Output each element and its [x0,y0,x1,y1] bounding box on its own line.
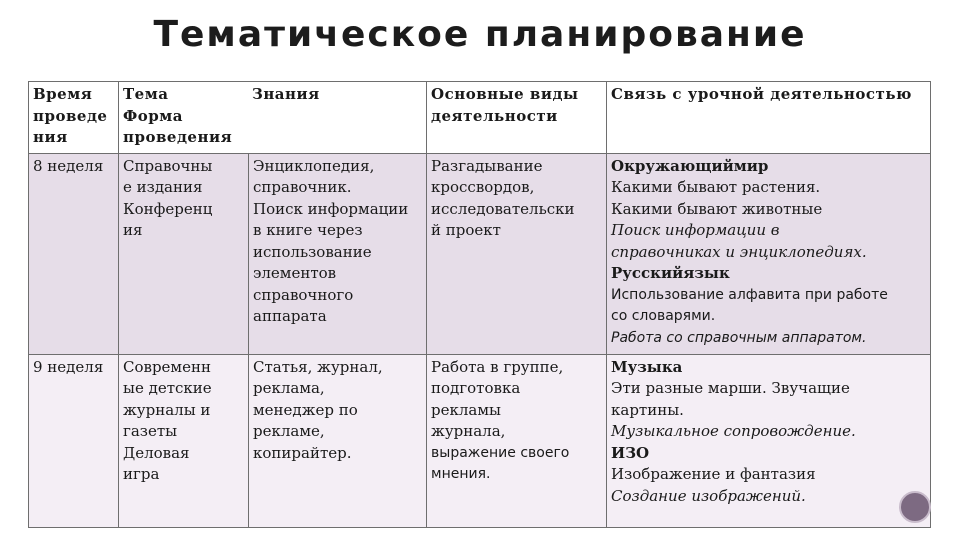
link-line: Поиск информации в справочниках и энциклопедиях. [611,221,867,261]
cell-time: 9 неделя [29,354,119,527]
cell-topic: Справочны е издания Конференц ия [119,153,249,354]
table-row [29,354,931,527]
link-line: Использование алфавита при работе со словарями. [611,286,888,324]
link-line: Музыка [611,357,683,376]
link-line: Работа со справочным аппаратом. [611,329,867,346]
page-title: Тематическое планирование [153,14,807,55]
header-time: Время проведе ния [29,82,119,154]
header-link: Связь с урочной деятельностью [607,82,931,154]
link-line: Изображение и фантазия [611,465,816,483]
slide-nav-circle[interactable] [899,491,931,523]
cell-knowledge: Энциклопедия, справочник. Поиск информации в книге через использование элементов справочного аппарата [249,153,427,354]
cell-topic: Современн ые детские журналы и газеты Деловая игра [119,354,249,527]
cell-time: 8 неделя [29,153,119,354]
cell-activities: Разгадывание кроссвордов, исследовательски й проект [427,153,607,354]
header-topic-knowledge [119,82,427,154]
link-line: Окружающиймир [611,156,769,175]
cell-knowledge: Статья, журнал, реклама, менеджер по рекламе, копирайтер. [249,354,427,527]
link-line: Какими бывают животные [611,199,823,218]
link-line: Эти разные марши. Звучащие картины. [611,379,850,419]
header-topic: Тема Форма проведения [123,85,233,146]
link-line: ИЗО [611,443,650,462]
link-line: Музыкальное сопровождение. [611,422,856,440]
header-activities: Основные виды деятельности [427,82,607,154]
table-header-row [29,82,931,154]
planning-table [28,81,931,528]
cell-link [607,354,931,527]
link-line: Русскийязык [611,264,730,282]
cell-activities: Работа в группе, подготовка рекламы журнала, выражение своего мнения. [427,354,607,527]
link-line: Какими бывают растения. [611,178,821,196]
cell-link [607,153,931,354]
header-knowledge: Знания [252,85,320,103]
table-row [29,153,931,354]
link-line: Создание изображений. [611,486,806,505]
